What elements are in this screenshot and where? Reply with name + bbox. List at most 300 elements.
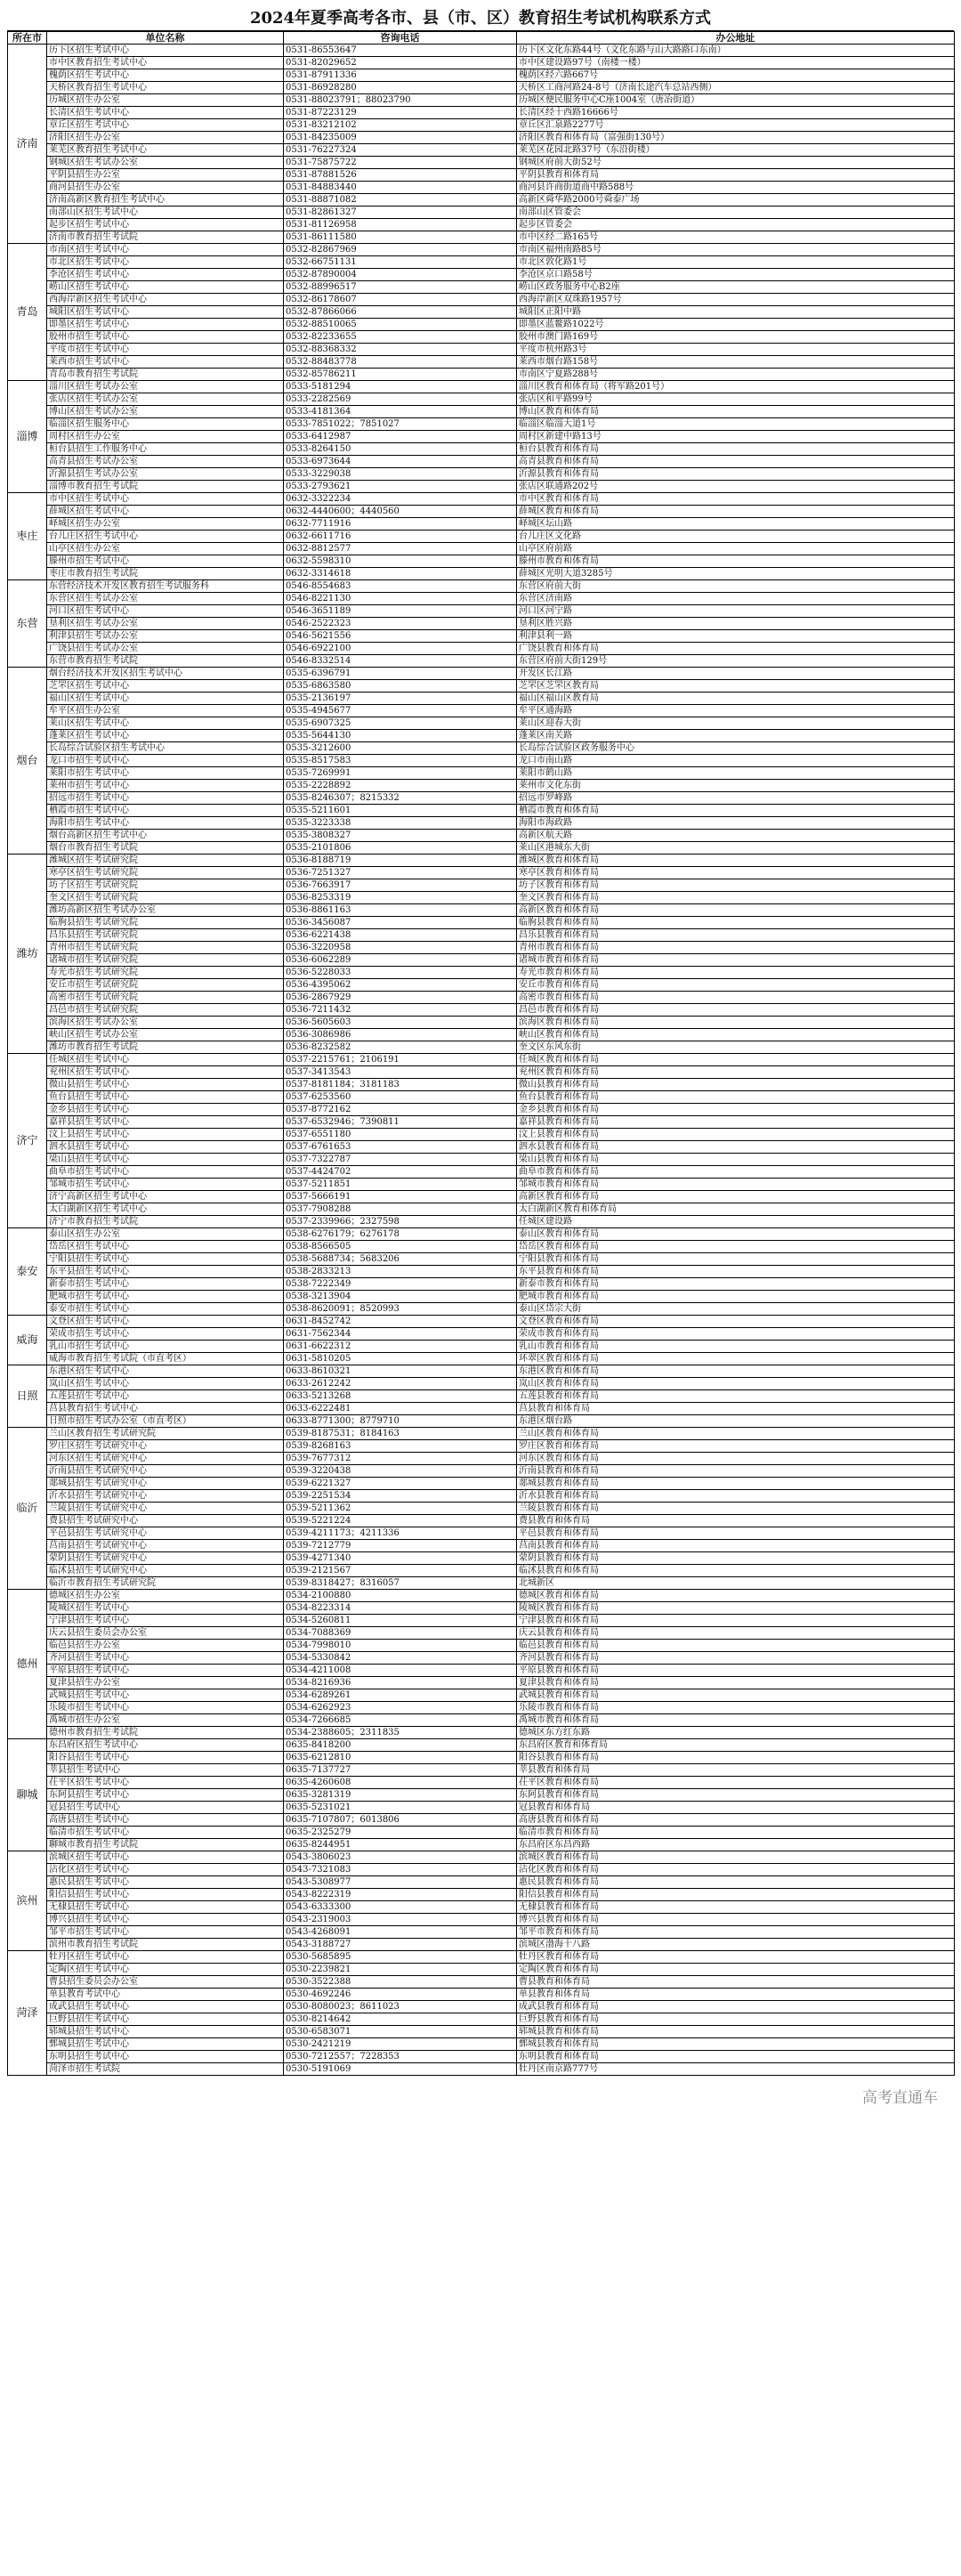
phone-cell: 0531-87911336 (284, 69, 517, 82)
table-row (8, 992, 955, 1004)
address-cell: 山亭区府前路 (517, 543, 955, 555)
address-cell: 平原县教育和体育局 (517, 1665, 955, 1677)
address-cell: 北城新区 (517, 1577, 955, 1590)
address-cell: 城阳区正阳中路 (517, 306, 955, 319)
unit-name-cell: 诸城市招生考试研究院 (47, 954, 284, 967)
address-cell: 沂源县教育和体育局 (517, 468, 955, 481)
unit-name-cell: 聊城市教育招生考试院 (47, 1839, 284, 1851)
city-cell: 枣庄 (8, 493, 47, 580)
table-row (8, 1328, 955, 1341)
table-row (8, 1851, 955, 1864)
unit-name-cell: 坊子区招生考试研究院 (47, 879, 284, 892)
address-cell: 沂水县教育和体育局 (517, 1490, 955, 1503)
table-row (8, 1303, 955, 1316)
unit-name-cell: 东平县招生考试中心 (47, 1266, 284, 1278)
address-cell: 桓台县教育和体育局 (517, 443, 955, 456)
unit-name-cell: 潍坊市教育招生考试院 (47, 1041, 284, 1054)
unit-name-cell: 东阿县招生考试中心 (47, 1789, 284, 1802)
phone-cell: 0535-3808327 (284, 830, 517, 842)
table-row (8, 693, 955, 705)
unit-name-cell: 高青县招生考试办公室 (47, 456, 284, 468)
address-cell: 薛城区光明大道3285号 (517, 568, 955, 580)
unit-name-cell: 蒙阴县招生考试研究中心 (47, 1552, 284, 1565)
table-row (8, 82, 955, 94)
phone-cell: 0535-3212600 (284, 742, 517, 755)
unit-name-cell: 日照市招生考试办公室（市直考区） (47, 1415, 284, 1428)
phone-cell: 0535-2136197 (284, 693, 517, 705)
unit-name-cell: 垦利区招生考试办公室 (47, 618, 284, 630)
phone-cell: 0631-5810205 (284, 1353, 517, 1365)
phone-cell: 0536-3086986 (284, 1029, 517, 1041)
unit-name-cell: 兰山区教育招生考试研究院 (47, 1428, 284, 1440)
phone-cell: 0536-7251327 (284, 867, 517, 879)
address-cell: 文登区教育和体育局 (517, 1316, 955, 1328)
address-cell: 宁阳县教育和体育局 (517, 1253, 955, 1266)
phone-cell: 0539-3220438 (284, 1465, 517, 1478)
phone-cell: 0534-7088369 (284, 1627, 517, 1640)
unit-name-cell: 费县招生考试研究中心 (47, 1515, 284, 1527)
address-cell: 长清区经十西路16666号 (517, 107, 955, 119)
phone-cell: 0632-8812577 (284, 543, 517, 555)
address-cell: 西海岸新区双珠路1957号 (517, 294, 955, 306)
table-row (8, 406, 955, 418)
phone-cell: 0635-4260608 (284, 1777, 517, 1789)
unit-name-cell: 淄博市教育招生考试院 (47, 481, 284, 493)
address-cell: 莒县教育和体育局 (517, 1403, 955, 1415)
address-cell: 淄川区教育和体育局（将军路201号） (517, 381, 955, 393)
table-row (8, 605, 955, 618)
phone-cell: 0531-84883440 (284, 182, 517, 194)
address-cell: 市中区建设路97号（南楼一楼） (517, 57, 955, 69)
unit-name-cell: 芝罘区招生考试中心 (47, 680, 284, 693)
unit-name-cell: 武城县招生考试中心 (47, 1689, 284, 1702)
phone-cell: 0546-5621556 (284, 630, 517, 643)
address-cell: 鄄城县教育和体育局 (517, 2038, 955, 2051)
unit-name-cell: 冠县招生考试中心 (47, 1802, 284, 1814)
table-row (8, 1478, 955, 1490)
unit-name-cell: 金乡县招生考试中心 (47, 1104, 284, 1116)
table-row (8, 1640, 955, 1652)
table-row (8, 792, 955, 805)
address-cell: 李沧区京口路58号 (517, 269, 955, 281)
phone-cell: 0533-8264150 (284, 443, 517, 456)
table-row (8, 1652, 955, 1665)
table-row (8, 1689, 955, 1702)
table-row (8, 381, 955, 393)
unit-name-cell: 博山区招生考试办公室 (47, 406, 284, 418)
unit-name-cell: 周村区招生办公室 (47, 431, 284, 443)
address-cell: 环翠区教育和体育局 (517, 1353, 955, 1365)
address-cell: 市中区经二路165号 (517, 231, 955, 244)
unit-name-cell: 城阳区招生考试中心 (47, 306, 284, 319)
table-row (8, 1764, 955, 1777)
address-cell: 郯城县教育和体育局 (517, 1478, 955, 1490)
phone-cell: 0534-4211008 (284, 1665, 517, 1677)
unit-name-cell: 淄川区招生考试办公室 (47, 381, 284, 393)
address-cell: 曲阜市教育和体育局 (517, 1166, 955, 1179)
city-cell: 聊城 (8, 1739, 47, 1851)
unit-name-cell: 临邑县招生办公室 (47, 1640, 284, 1652)
table-row (8, 755, 955, 767)
unit-name-cell: 钢城区招生考试办公室 (47, 157, 284, 169)
phone-cell: 0531-87223129 (284, 107, 517, 119)
table-row (8, 132, 955, 144)
table-row (8, 1191, 955, 1203)
phone-cell: 0532-82233655 (284, 331, 517, 344)
address-cell: 泰山区教育和体育局 (517, 1228, 955, 1241)
address-cell: 高新区教育和体育局 (517, 904, 955, 917)
phone-cell: 0535-5644130 (284, 730, 517, 742)
address-cell: 福山区福山区教育局 (517, 693, 955, 705)
unit-name-cell: 起步区招生考试中心 (47, 219, 284, 231)
address-cell: 夏津县教育和体育局 (517, 1677, 955, 1689)
phone-cell: 0538-2833213 (284, 1266, 517, 1278)
table-row (8, 1004, 955, 1017)
phone-cell: 0631-8452742 (284, 1316, 517, 1328)
table-row (8, 1665, 955, 1677)
phone-cell: 0536-5605603 (284, 1017, 517, 1029)
address-cell: 冠县教育和体育局 (517, 1802, 955, 1814)
address-cell: 垦利区胜兴路 (517, 618, 955, 630)
address-cell: 莱山区迎春大街 (517, 717, 955, 730)
address-cell: 青州市教育和体育局 (517, 942, 955, 954)
address-cell: 滕州市教育和体育局 (517, 555, 955, 568)
phone-cell: 0536-8188719 (284, 855, 517, 867)
unit-name-cell: 庆云县招生委员会办公室 (47, 1627, 284, 1640)
address-cell: 太白湖新区教育和体育局 (517, 1203, 955, 1216)
phone-cell: 0531-82029652 (284, 57, 517, 69)
phone-cell: 0537-2215761；2106191 (284, 1054, 517, 1066)
address-cell: 罗庄区教育和体育局 (517, 1440, 955, 1453)
address-cell: 庆云县教育和体育局 (517, 1627, 955, 1640)
table-row (8, 1552, 955, 1565)
unit-name-cell: 滕州市招生考试中心 (47, 555, 284, 568)
table-row (8, 1951, 955, 1964)
unit-name-cell: 福山区招生考试中心 (47, 693, 284, 705)
phone-cell: 0535-5211601 (284, 805, 517, 817)
phone-cell: 0533-7851022；7851027 (284, 418, 517, 431)
phone-cell: 0534-5260811 (284, 1615, 517, 1627)
address-cell: 东平县教育和体育局 (517, 1266, 955, 1278)
phone-cell: 0539-2251534 (284, 1490, 517, 1503)
phone-cell: 0546-8221130 (284, 593, 517, 605)
unit-name-cell: 广饶县招生考试办公室 (47, 643, 284, 655)
phone-cell: 0543-3806023 (284, 1851, 517, 1864)
unit-name-cell: 天桥区教育招生考试中心 (47, 82, 284, 94)
table-row (8, 1714, 955, 1727)
phone-cell: 0539-2121567 (284, 1565, 517, 1577)
phone-cell: 0546-2522323 (284, 618, 517, 630)
table-row (8, 531, 955, 543)
table-row (8, 1278, 955, 1291)
unit-name-cell: 长岛综合试验区招生考试中心 (47, 742, 284, 755)
table-row (8, 1515, 955, 1527)
address-cell: 金乡县教育和体育局 (517, 1104, 955, 1116)
phone-cell: 0546-8332514 (284, 655, 517, 668)
phone-cell: 0537-5666191 (284, 1191, 517, 1203)
unit-name-cell: 昌乐县招生考试研究院 (47, 929, 284, 942)
table-row (8, 655, 955, 668)
unit-name-cell: 高唐县招生考试中心 (47, 1814, 284, 1827)
address-cell: 广饶县教育和体育局 (517, 643, 955, 655)
table-row (8, 1203, 955, 1216)
address-cell: 芝罘区芝罘区教育局 (517, 680, 955, 693)
address-cell: 鱼台县教育和体育局 (517, 1091, 955, 1104)
unit-name-cell: 菏泽市招生考试院 (47, 2063, 284, 2076)
address-cell: 茌平区教育和体育局 (517, 1777, 955, 1789)
unit-name-cell: 市北区招生考试中心 (47, 256, 284, 269)
address-cell: 临清市教育和体育局 (517, 1827, 955, 1839)
phone-cell: 0543-5308977 (284, 1876, 517, 1889)
phone-cell: 0534-7998010 (284, 1640, 517, 1652)
phone-cell: 0532-87866066 (284, 306, 517, 319)
phone-cell: 0535-8517583 (284, 755, 517, 767)
table-row (8, 94, 955, 107)
table-row (8, 1266, 955, 1278)
unit-name-cell: 莱州市招生考试中心 (47, 780, 284, 792)
phone-cell: 0535-3223338 (284, 817, 517, 830)
address-cell: 临淄区临淄大道1号 (517, 418, 955, 431)
address-cell: 牡丹区南京路777号 (517, 2063, 955, 2076)
address-cell: 高新区航天路 (517, 830, 955, 842)
table-row (8, 855, 955, 867)
address-cell: 峄城区坛山路 (517, 518, 955, 531)
unit-name-cell: 莒南县招生考试研究中心 (47, 1540, 284, 1552)
phone-cell: 0535-2228892 (284, 780, 517, 792)
address-cell: 安丘市教育和体育局 (517, 979, 955, 992)
unit-name-cell: 济南高新区教育招生考试中心 (47, 194, 284, 207)
address-cell: 济阳区教育和体育局（富强街130号） (517, 132, 955, 144)
phone-cell: 0535-4945677 (284, 705, 517, 717)
address-cell: 利津县利一路 (517, 630, 955, 643)
table-row (8, 954, 955, 967)
table-row (8, 1839, 955, 1851)
address-cell: 蒙阴县教育和体育局 (517, 1552, 955, 1565)
table-row (8, 1602, 955, 1615)
table-row (8, 1253, 955, 1266)
phone-cell: 0533-6973644 (284, 456, 517, 468)
address-cell: 南部山区管委会 (517, 207, 955, 219)
address-cell: 龙口市南山路 (517, 755, 955, 767)
phone-cell: 0539-8318427；8316057 (284, 1577, 517, 1590)
unit-name-cell: 海阳市招生考试中心 (47, 817, 284, 830)
unit-name-cell: 惠民县招生考试中心 (47, 1876, 284, 1889)
address-cell: 起步区管委会 (517, 219, 955, 231)
unit-name-cell: 肥城市招生考试中心 (47, 1291, 284, 1303)
unit-name-cell: 沾化区招生考试中心 (47, 1864, 284, 1876)
unit-name-cell: 定陶区招生考试中心 (47, 1964, 284, 1976)
phone-cell: 0533-6412987 (284, 431, 517, 443)
phone-cell: 0530-6583071 (284, 2026, 517, 2038)
phone-cell: 0536-3220958 (284, 942, 517, 954)
unit-name-cell: 东昌府区招生考试中心 (47, 1739, 284, 1752)
unit-name-cell: 邹城市招生考试中心 (47, 1179, 284, 1191)
table-row (8, 1341, 955, 1353)
table-row (8, 1789, 955, 1802)
table-row (8, 319, 955, 331)
table-row (8, 1104, 955, 1116)
address-cell: 惠民县教育和体育局 (517, 1876, 955, 1889)
phone-cell: 0633-2612242 (284, 1378, 517, 1390)
table-row (8, 1054, 955, 1066)
unit-name-cell: 历城区招生办公室 (47, 94, 284, 107)
unit-name-cell: 青岛市教育招生考试院 (47, 369, 284, 381)
phone-cell: 0536-6221438 (284, 929, 517, 942)
address-cell: 梁山县教育和体育局 (517, 1154, 955, 1166)
unit-name-cell: 郯城县招生考试研究中心 (47, 1478, 284, 1490)
phone-cell: 0536-8232582 (284, 1041, 517, 1054)
table-row (8, 643, 955, 655)
address-cell: 高新区舜华路2000号舜泰广场 (517, 194, 955, 207)
phone-cell: 0531-88871082 (284, 194, 517, 207)
address-cell: 市中区教育和体育局 (517, 493, 955, 506)
table-row (8, 2026, 955, 2038)
table-row (8, 904, 955, 917)
phone-cell: 0534-8216936 (284, 1677, 517, 1689)
city-cell: 济南 (8, 45, 47, 244)
phone-cell: 0631-6622312 (284, 1341, 517, 1353)
address-cell: 东营区府前大街 (517, 580, 955, 593)
phone-cell: 0532-88368332 (284, 344, 517, 356)
unit-name-cell: 牟平区招生办公室 (47, 705, 284, 717)
phone-cell: 0635-7107807；6013806 (284, 1814, 517, 1827)
address-cell: 历下区文化东路44号（文化东路与山大路路口东南） (517, 45, 955, 57)
table-row (8, 1739, 955, 1752)
phone-cell: 0530-7212557；7228353 (284, 2051, 517, 2063)
phone-cell: 0537-6761653 (284, 1141, 517, 1154)
table-row (8, 630, 955, 643)
phone-cell: 0537-6532946；7390811 (284, 1116, 517, 1129)
address-cell: 平邑县教育和体育局 (517, 1527, 955, 1540)
phone-cell: 0534-5330842 (284, 1652, 517, 1665)
table-row (8, 1914, 955, 1926)
address-cell: 张店区和平路99号 (517, 393, 955, 406)
city-cell: 威海 (8, 1316, 47, 1365)
address-cell: 平阴县教育和体育局 (517, 169, 955, 182)
phone-cell: 0532-85786211 (284, 369, 517, 381)
address-cell: 滨城区教育和体育局 (517, 1851, 955, 1864)
unit-name-cell: 阳谷县招生考试中心 (47, 1752, 284, 1764)
address-cell: 德城区教育和体育局 (517, 1590, 955, 1602)
address-cell: 海阳市海政路 (517, 817, 955, 830)
address-cell: 莒南县教育和体育局 (517, 1540, 955, 1552)
address-cell: 东昌府区教育和体育局 (517, 1739, 955, 1752)
contact-table (7, 31, 955, 2076)
phone-cell: 0530-2421219 (284, 2038, 517, 2051)
phone-cell: 0532-66751131 (284, 256, 517, 269)
address-cell: 费县教育和体育局 (517, 1515, 955, 1527)
phone-cell: 0538-8566505 (284, 1241, 517, 1253)
unit-name-cell: 无棣县招生考试中心 (47, 1901, 284, 1914)
address-cell: 乐陵市教育和体育局 (517, 1702, 955, 1714)
phone-cell: 0635-8418200 (284, 1739, 517, 1752)
address-cell: 东昌府区东昌西路 (517, 1839, 955, 1851)
phone-cell: 0536-7663917 (284, 879, 517, 892)
unit-name-cell: 德城区招生办公室 (47, 1590, 284, 1602)
phone-cell: 0531-76227324 (284, 144, 517, 157)
unit-name-cell: 茌平区招生考试中心 (47, 1777, 284, 1789)
address-cell: 昌乐县教育和体育局 (517, 929, 955, 942)
city-cell: 济宁 (8, 1054, 47, 1228)
phone-cell: 0530-3522388 (284, 1976, 517, 1989)
phone-cell: 0530-4692246 (284, 1989, 517, 2001)
unit-name-cell: 禹城市招生办公室 (47, 1714, 284, 1727)
table-row (8, 1440, 955, 1453)
phone-cell: 0532-88510065 (284, 319, 517, 331)
phone-cell: 0635-2325279 (284, 1827, 517, 1839)
address-cell: 市南区宁夏路288号 (517, 369, 955, 381)
phone-cell: 0631-7562344 (284, 1328, 517, 1341)
table-row (8, 1216, 955, 1228)
phone-cell: 0633-6222481 (284, 1403, 517, 1415)
phone-cell: 0533-3229038 (284, 468, 517, 481)
phone-cell: 0534-2388605；2311835 (284, 1727, 517, 1739)
table-row (8, 1166, 955, 1179)
address-cell: 沾化区教育和体育局 (517, 1864, 955, 1876)
unit-name-cell: 博兴县招生考试中心 (47, 1914, 284, 1926)
phone-cell: 0535-6396791 (284, 668, 517, 680)
table-row (8, 518, 955, 531)
unit-name-cell: 台儿庄区招生考试中心 (47, 531, 284, 543)
phone-cell: 0536-4395062 (284, 979, 517, 992)
phone-cell: 0635-7137727 (284, 1764, 517, 1777)
table-row (8, 1228, 955, 1241)
phone-cell: 0534-6289261 (284, 1689, 517, 1702)
address-cell: 任城区教育和体育局 (517, 1054, 955, 1066)
address-cell: 莘县教育和体育局 (517, 1764, 955, 1777)
unit-name-cell: 单县教育考试中心 (47, 1989, 284, 2001)
watermark: 高考直通车 (862, 2089, 938, 2107)
unit-name-cell: 泰安市招生考试中心 (47, 1303, 284, 1316)
address-cell: 寿光市教育和体育局 (517, 967, 955, 979)
unit-name-cell: 德州市教育招生考试院 (47, 1727, 284, 1739)
address-cell: 牟平区通海路 (517, 705, 955, 717)
unit-name-cell: 潍坊高新区招生考试办公室 (47, 904, 284, 917)
table-row (8, 1577, 955, 1590)
table-row (8, 107, 955, 119)
table-row (8, 967, 955, 979)
unit-name-cell: 成武县招生考试中心 (47, 2001, 284, 2013)
unit-name-cell: 蓬莱区招生考试中心 (47, 730, 284, 742)
phone-cell: 0539-8187531；8184163 (284, 1428, 517, 1440)
address-cell: 河东区教育和体育局 (517, 1453, 955, 1465)
address-cell: 奎文区东风东街 (517, 1041, 955, 1054)
table-row (8, 1727, 955, 1739)
unit-name-cell: 东港区招生考试中心 (47, 1365, 284, 1378)
table-row (8, 2051, 955, 2063)
phone-cell: 0530-8214642 (284, 2013, 517, 2026)
phone-cell: 0537-4424702 (284, 1166, 517, 1179)
table-row (8, 805, 955, 817)
table-row (8, 456, 955, 468)
unit-name-cell: 槐荫区招生考试中心 (47, 69, 284, 82)
unit-name-cell: 济宁高新区招生考试中心 (47, 1191, 284, 1203)
address-cell: 招远市罗峰路 (517, 792, 955, 805)
table-row (8, 1066, 955, 1079)
address-cell: 博山区教育和体育局 (517, 406, 955, 418)
city-cell: 淄博 (8, 381, 47, 493)
table-row (8, 1091, 955, 1104)
table-row (8, 1017, 955, 1029)
unit-name-cell: 崂山区招生考试中心 (47, 281, 284, 294)
unit-name-cell: 临朐县招生考试研究院 (47, 917, 284, 929)
address-cell: 临邑县教育和体育局 (517, 1640, 955, 1652)
city-cell: 烟台 (8, 668, 47, 855)
unit-name-cell: 任城区招生考试中心 (47, 1054, 284, 1066)
unit-name-cell: 泗水县招生考试中心 (47, 1141, 284, 1154)
unit-name-cell: 西海岸新区招生考试中心 (47, 294, 284, 306)
table-row (8, 418, 955, 431)
